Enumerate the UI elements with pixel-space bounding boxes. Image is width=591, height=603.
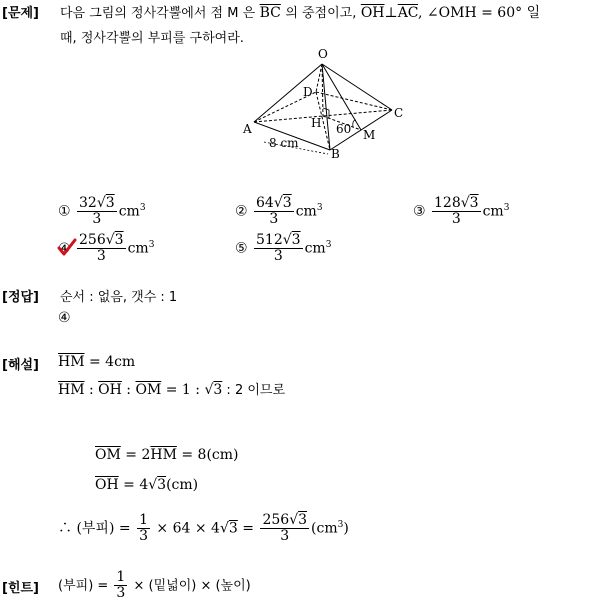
choice-mark: ① <box>58 203 71 220</box>
check-mark-icon <box>56 237 78 259</box>
choice-unit: cm <box>118 203 140 220</box>
label-angle: 60 <box>336 122 352 136</box>
label-side: 8 cm <box>269 136 299 150</box>
label-o: O <box>318 47 328 61</box>
choice-mark: ② <box>235 203 248 220</box>
segment-oh: $\overline{OH}$ <box>360 5 385 21</box>
choice-1[interactable]: ① $\frac{32√3}{3}$ $cm^3$ <box>58 195 146 227</box>
choice-4[interactable]: ④ $\frac{256√3}{3}$ $cm^3$ <box>58 232 155 264</box>
choice-fraction: $\frac{64√3}{3}$ <box>256 195 292 227</box>
solution-line-1: $\overline{HM} = 4cm$ <box>58 354 136 370</box>
pyramid-figure <box>240 44 420 164</box>
problem-text: 다음 그림의 정사각뿔에서 점 M 은 <box>60 6 256 21</box>
problem-line-2: 때, 정사각뿔의 부피를 구하여라. <box>60 31 244 46</box>
problem-text: 의 중점이고, <box>285 6 357 21</box>
choice-2[interactable]: ② $\frac{64√3}{3}$ $cm^3$ <box>235 195 323 227</box>
choice-fraction: $\frac{32√3}{3}$ <box>79 195 115 227</box>
choice-unit: cm <box>127 240 149 257</box>
angle-condition: , ∠OMH = 60° 일 <box>418 5 541 21</box>
label-a: A <box>243 122 252 136</box>
label-c: C <box>394 106 404 120</box>
choice-unit: cm <box>304 240 326 257</box>
hint-line: (부피) = $\frac{1}{3}$ × (밑넓이) × (높이) <box>58 569 251 601</box>
solution-line-4: $\overline{OH} = 4√3(cm)$ <box>95 477 199 493</box>
label-h: H <box>311 116 322 130</box>
choice-mark: ③ <box>413 203 426 220</box>
base-edge-dc <box>316 92 392 110</box>
answer-tag: [정답] <box>2 290 39 305</box>
segment-bc: $\overline{BC}$ <box>259 5 281 21</box>
answer-line-1: 순서 : 없음, 갯수 : 1 <box>60 290 178 305</box>
hint-tag: [힌트] <box>2 581 39 596</box>
edge-ob <box>322 64 330 150</box>
choice-5[interactable]: ⑤ $\frac{512√3}{3}$ $cm^3$ <box>235 232 332 264</box>
solution-tag: [해설] <box>2 358 39 373</box>
choice-fraction: $\frac{256√3}{3}$ <box>79 232 124 264</box>
solution-line-5: ∴ (부피) = $\frac{1}{3}$ × 64 × 4√3 = $\frac{256√3}{3}$ $(cm^3)$ <box>58 512 349 544</box>
label-b: B <box>331 147 340 161</box>
problem-line-1 <box>60 2 540 22</box>
segment-ac: $\overline{AC}$ <box>397 5 419 21</box>
choice-unit: cm <box>295 203 317 220</box>
label-d: D <box>303 85 313 99</box>
choice-fraction: $\frac{512√3}{3}$ <box>256 232 301 264</box>
choice-mark: ④ <box>58 241 71 257</box>
label-m: M <box>363 128 376 142</box>
problem-tag: [문제] <box>2 6 39 21</box>
choice-mark: ⑤ <box>235 240 248 257</box>
choice-unit: cm <box>482 203 504 220</box>
choice-fraction: $\frac{128√3}{3}$ <box>434 195 479 227</box>
solution-line-2: $\overline{HM}$ : $\overline{OH}$ : $\overline{OM} = 1$ : √3 : 2 이므로 <box>58 382 286 398</box>
perp-symbol: ⊥ <box>384 5 398 21</box>
answer-line-2: ④ <box>58 310 71 326</box>
solution-line-3: $\overline{OM} = 2\overline{HM} = 8(cm)$ <box>95 447 239 463</box>
choice-3[interactable]: ③ $\frac{128√3}{3}$ $cm^3$ <box>413 195 510 227</box>
edge-oc <box>322 64 392 110</box>
